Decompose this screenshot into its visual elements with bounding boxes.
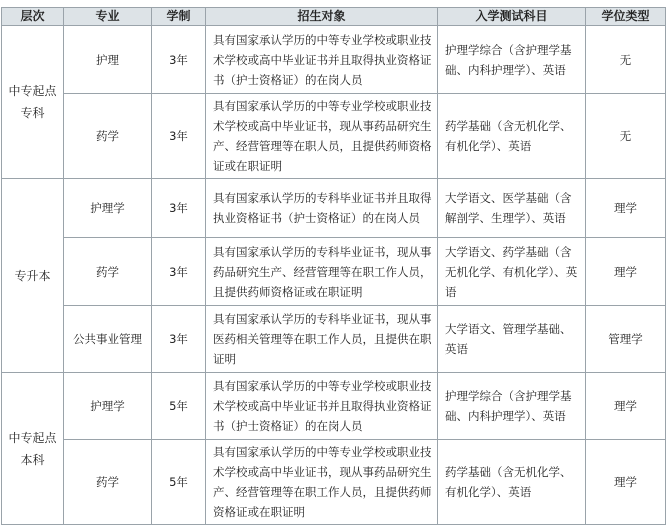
- level-cell: 专升本: [2, 179, 64, 373]
- header-degree: 学位类型: [586, 8, 666, 26]
- degree-cell: 理学: [586, 179, 666, 238]
- degree-cell: 理学: [586, 373, 666, 440]
- subjects-cell: 大学语文、医学基础（含解剖学、生理学）、英语: [438, 179, 586, 238]
- degree-cell: 无: [586, 94, 666, 179]
- table-row: [2, 306, 666, 373]
- header-target: 招生对象: [206, 8, 438, 26]
- duration-cell: 3年: [152, 26, 206, 94]
- target-cell: 具有国家承认学历的中等专业学校或职业技术学校或高中毕业证书并且取得执业资格证书（护士资格证）的在岗人员: [206, 373, 438, 440]
- target-cell: 具有国家承认学历的中等专业学校或职业技术学校或高中毕业证书，现从事药品研究生产、经营管理等在职工作人员，且提供药师资格证或在职证明: [206, 440, 438, 525]
- duration-cell: 3年: [152, 306, 206, 373]
- duration-cell: 3年: [152, 238, 206, 306]
- major-cell: 药学: [64, 94, 152, 179]
- degree-cell: 无: [586, 26, 666, 94]
- header-level: 层次: [2, 8, 64, 26]
- subjects-cell: 药学基础（含无机化学、有机化学）、英语: [438, 94, 586, 179]
- header-major: 专业: [64, 8, 152, 26]
- table-row: [2, 26, 666, 94]
- degree-cell: 理学: [586, 238, 666, 306]
- degree-cell: 管理学: [586, 306, 666, 373]
- major-cell: 护理学: [64, 179, 152, 238]
- level-cell: 中专起点专科: [2, 26, 64, 179]
- target-cell: 具有国家承认学历的中等专业学校或职业技术学校或高中毕业证书，现从事药品研究生产、经营管理等在职人员，且提供药师资格证或在职证明: [206, 94, 438, 179]
- target-cell: 具有国家承认学历的专科毕业证书并且取得执业资格证书（护士资格证）的在岗人员: [206, 179, 438, 238]
- subjects-cell: 护理学综合（含护理学基础、内科护理学）、英语: [438, 373, 586, 440]
- degree-cell: 理学: [586, 440, 666, 525]
- subjects-cell: 护理学综合（含护理学基础、内科护理学）、英语: [438, 26, 586, 94]
- major-cell: 护理: [64, 26, 152, 94]
- major-cell: 药学: [64, 238, 152, 306]
- table-row: [2, 440, 666, 525]
- subjects-cell: 大学语文、药学基础（含无机化学、有机化学）、英语: [438, 238, 586, 306]
- target-cell: 具有国家承认学历的中等专业学校或职业技术学校或高中毕业证书并且取得执业资格证书（护士资格证）的在岗人员: [206, 26, 438, 94]
- subjects-cell: 大学语文、管理学基础、英语: [438, 306, 586, 373]
- header-row: [2, 8, 666, 26]
- subjects-cell: 药学基础（含无机化学、有机化学）、英语: [438, 440, 586, 525]
- duration-cell: 3年: [152, 94, 206, 179]
- header-duration: 学制: [152, 8, 206, 26]
- header-subjects: 入学测试科目: [438, 8, 586, 26]
- table-row: [2, 238, 666, 306]
- table-row: [2, 94, 666, 179]
- major-cell: 公共事业管理: [64, 306, 152, 373]
- duration-cell: 5年: [152, 373, 206, 440]
- duration-cell: 5年: [152, 440, 206, 525]
- duration-cell: 3年: [152, 179, 206, 238]
- table-row: [2, 373, 666, 440]
- enrollment-table: [1, 7, 666, 525]
- major-cell: 药学: [64, 440, 152, 525]
- table-row: [2, 179, 666, 238]
- level-cell: 中专起点本科: [2, 373, 64, 525]
- target-cell: 具有国家承认学历的专科毕业证书，现从事药品研究生产、经营管理等在职工作人员，且提供药师资格证或在职证明: [206, 238, 438, 306]
- target-cell: 具有国家承认学历的专科毕业证书，现从事医药相关管理等在职工作人员，且提供在职证明: [206, 306, 438, 373]
- major-cell: 护理学: [64, 373, 152, 440]
